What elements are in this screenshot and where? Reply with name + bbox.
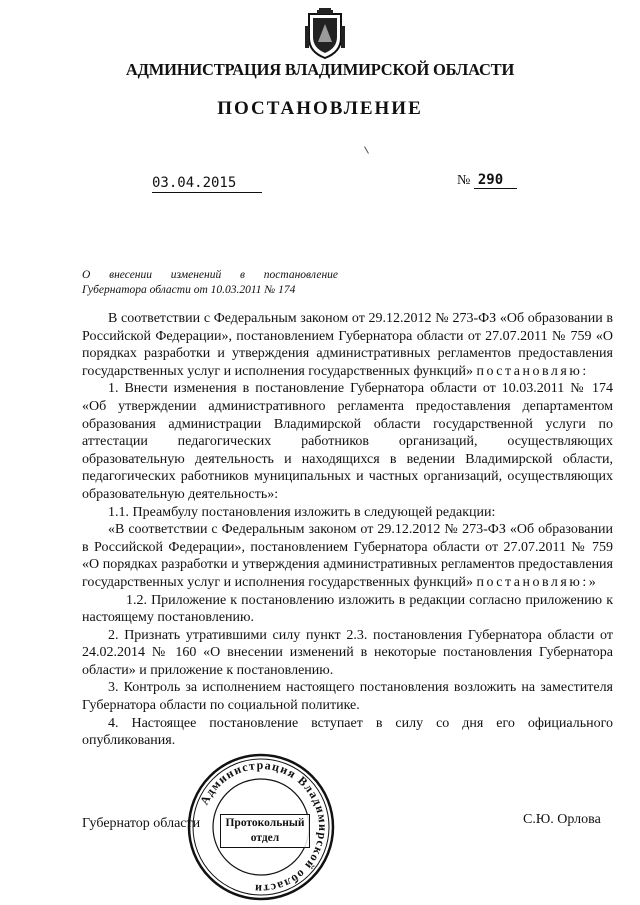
seal-line-1: Протокольный	[225, 817, 305, 829]
subject-line-1: О внесении изменений в постановление	[82, 269, 338, 281]
document-number	[457, 170, 517, 191]
paragraph-2: 2. Признать утратившими силу пункт 2.3. постановления Губернатора области от 24.02.2014 № 160 «О внесении изменений в некоторые постановления Губернатора области» и приложение к постановлению.	[82, 627, 613, 678]
quote-text: «В соответствии с Федеральным законом от 29.12.2012 № 273-ФЗ «Об образовании в Российской Федерации», постановлением Губернатора области от 27.07.2011 № 759 «О порядках разработки и утверждения административных регламентов предоставления государственных услуг и исполнения государственных функций»	[82, 522, 613, 590]
subject-line-2: Губернатора области от 10.03.2011 № 174	[82, 284, 296, 296]
coat-of-arms-icon	[303, 8, 347, 60]
paragraph-1: 1. Внести изменения в постановление Губернатора области от 10.03.2011 № 174 «Об утверждении административного регламента предоставления департаментом образования администрации Владимирской области государственной услуги по аттестации педагогических работников организаций, осуществляющих образовательную деятельность и находящихся в ведении Владимирской области, педагогических работников муниципальных и частных организаций, осуществляющих образовательную деятельность»:	[82, 381, 613, 502]
paragraph-preamble	[82, 310, 613, 380]
pen-mark	[364, 146, 369, 153]
preamble-text: В соответствии с Федеральным законом от 29.12.2012 № 273-ФЗ «Об образовании в Российской Федерации», постановлением Губернатора области от 27.07.2011 № 759 «О порядках разработки и утверждения административных регламентов предоставления государственных услуг и исполнения государственных функций»	[82, 311, 613, 379]
document-subject	[82, 268, 338, 298]
paragraph-quote	[82, 521, 613, 591]
document-body	[82, 310, 613, 750]
document-type: ПОСТАНОВЛЕНИЕ	[217, 98, 423, 119]
paragraph-1-1: 1.1. Преамбулу постановления изложить в следующей редакции:	[108, 504, 496, 520]
quote-resolve-word: постановляю:»	[476, 574, 599, 590]
paragraph-3: 3. Контроль за исполнением настоящего постановления возложить на заместителя Губернатора области по социальной политике.	[82, 680, 613, 714]
number-value: 290	[474, 172, 517, 189]
svg-text:Администрация Владимирской обл: Администрация Владимирской области	[197, 757, 331, 897]
paragraph-4: 4. Настоящее постановление вступает в силу со дня его официального опубликования.	[82, 715, 613, 749]
seal-line-2: отдел	[250, 832, 280, 844]
signatory-position: Губернатор области	[82, 816, 201, 831]
organization-name: АДМИНИСТРАЦИЯ ВЛАДИМИРСКОЙ ОБЛАСТИ	[125, 60, 515, 79]
paragraph-1-2: 1.2. Приложение к постановлению изложить в редакции согласно приложению к настоящему постановлению.	[82, 592, 613, 626]
signatory-name: С.Ю. Орлова	[523, 812, 601, 827]
resolve-word: постановляю:	[476, 363, 589, 379]
number-label: №	[457, 173, 471, 188]
document-date: 03.04.2015	[152, 174, 262, 193]
seal-label	[220, 814, 310, 848]
